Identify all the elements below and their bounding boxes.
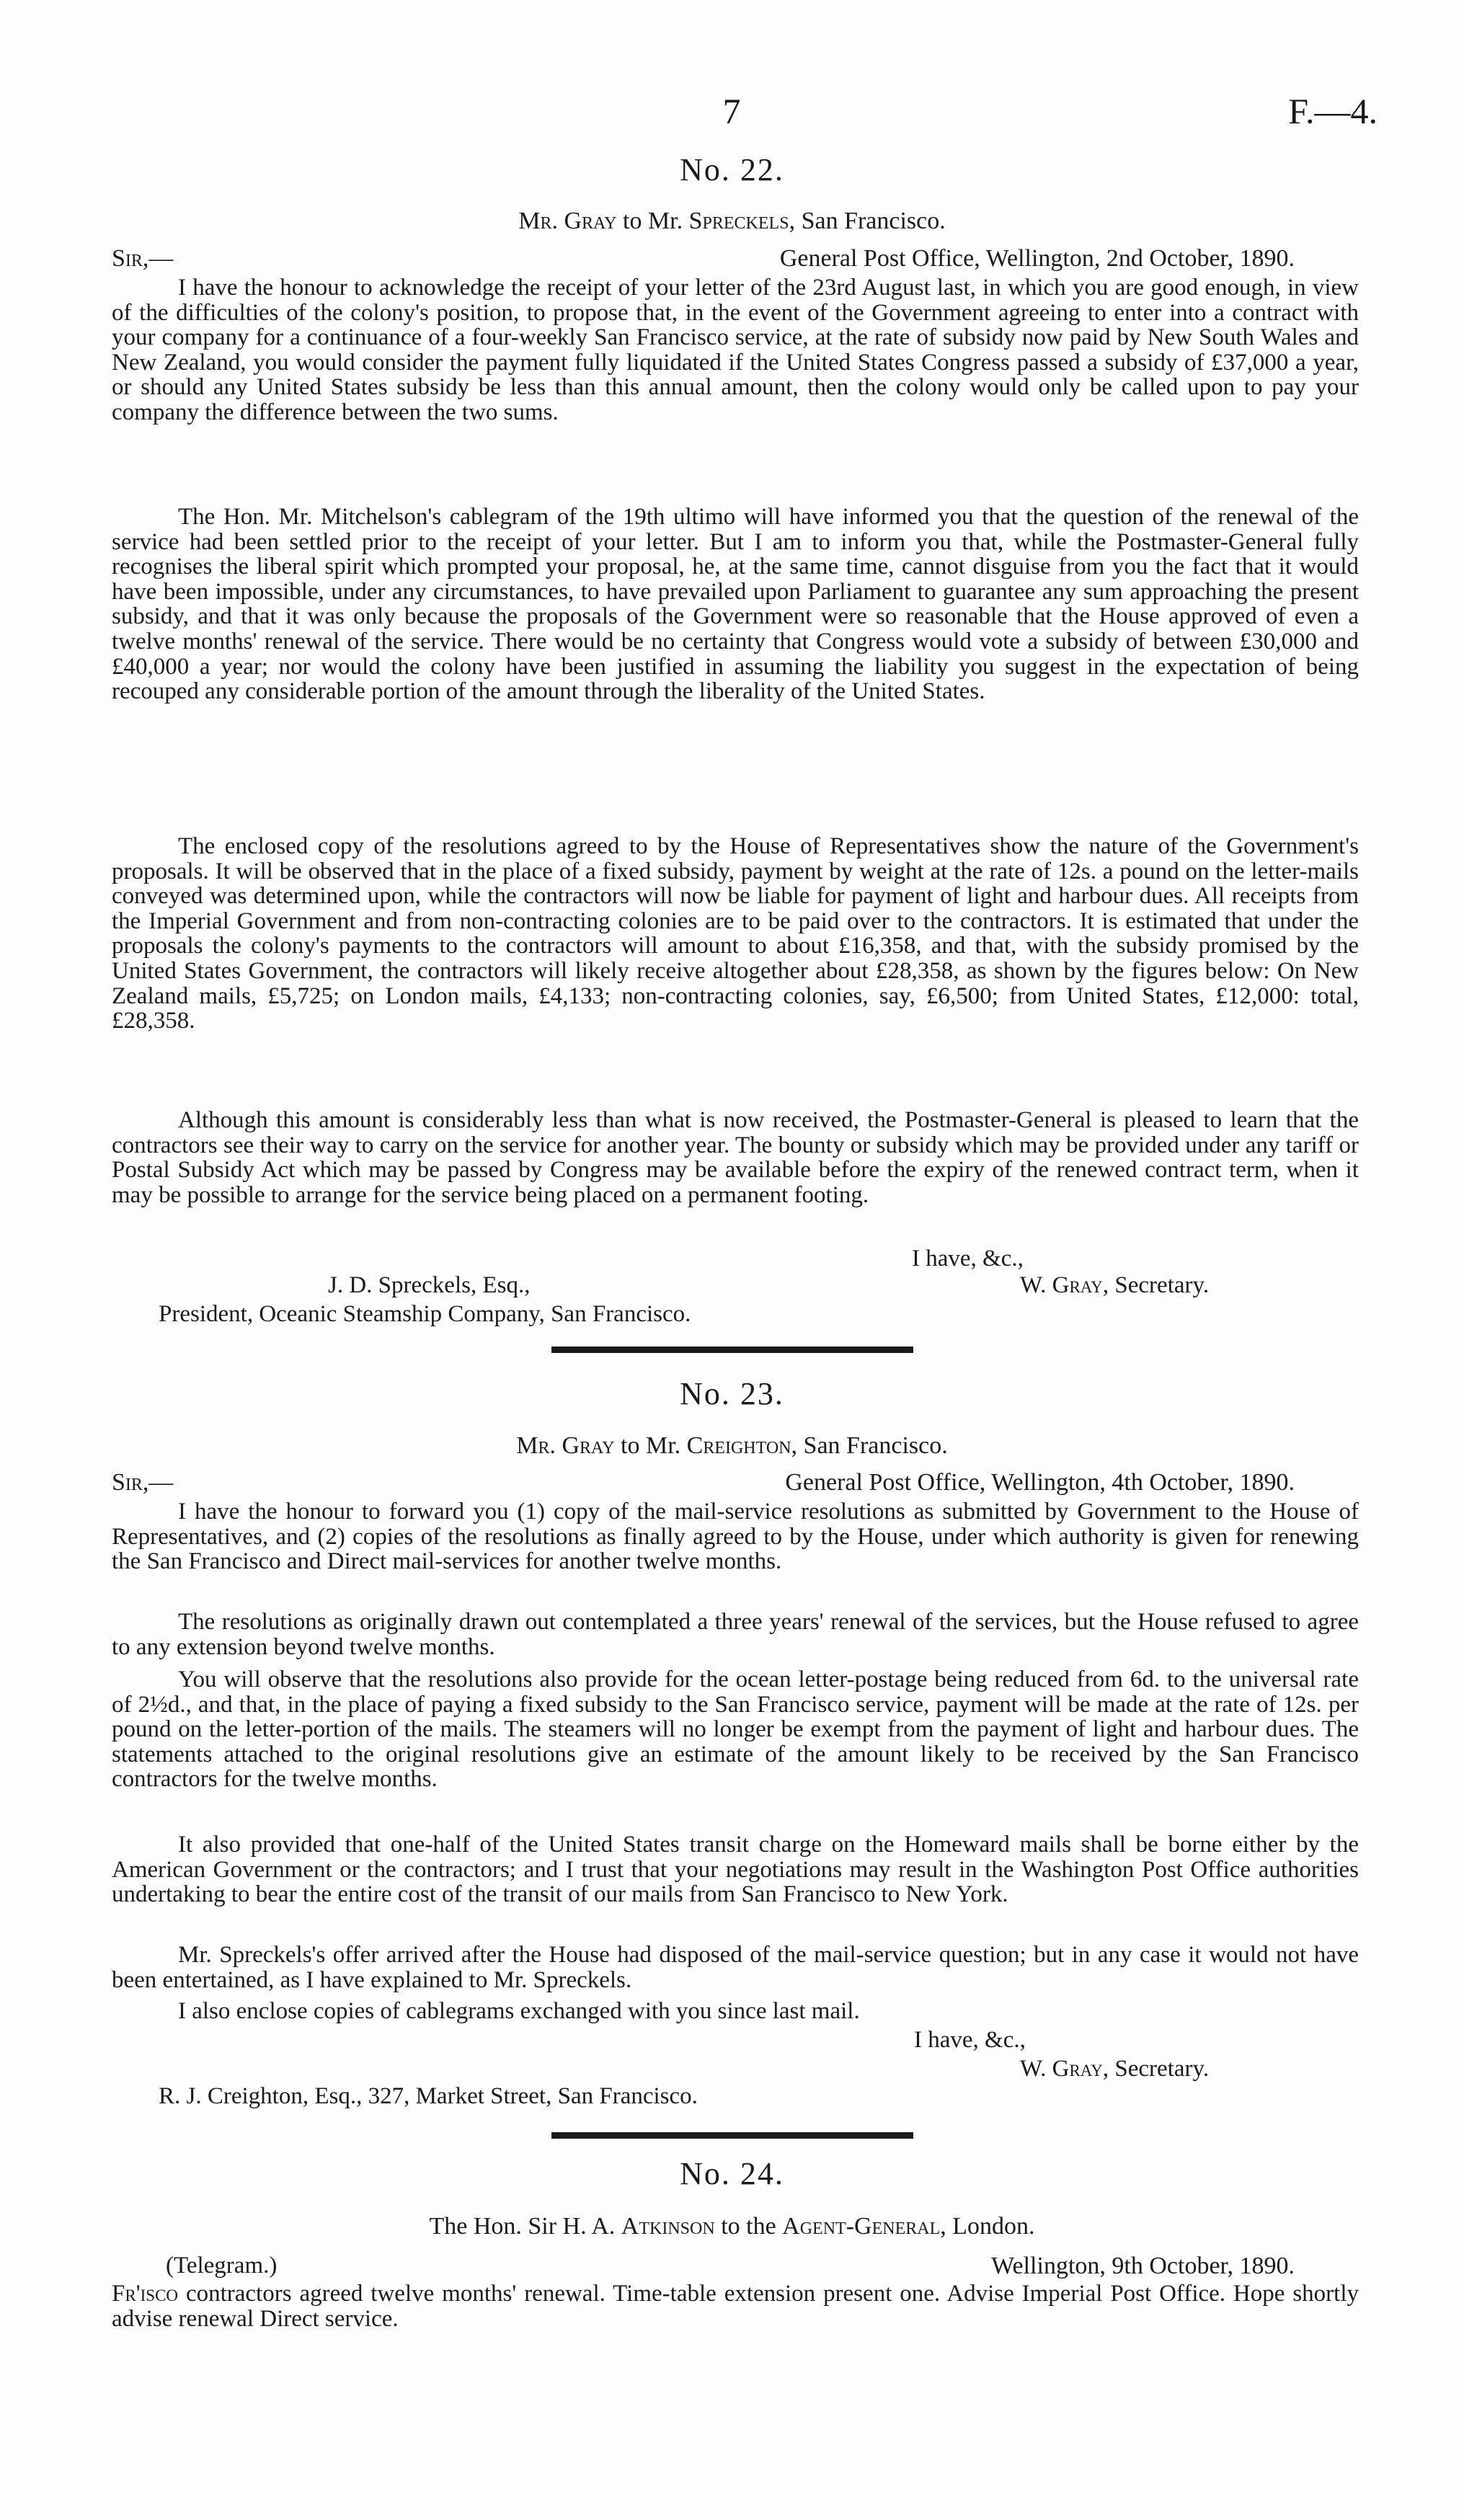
section-divider [551,1346,913,1353]
heading-to: to Mr. [614,1432,687,1459]
heading-prefix: The Hon. Sir H. A. [429,2213,621,2240]
signature-name: W. Gray [1020,1272,1103,1298]
letter-23-addressee: R. J. Creighton, Esq., 327, Market Street, San Francisco. [159,2083,698,2109]
letter-23-paragraph-4: It also provided that one-half of the United States transit charge on the Homeward mails shall be borne either by the American Government or the contractors; and I trust that your negotiations may result in the Washington Post Office authorities undertaking to bear the entire cost of the transit of our mails from San Francisco to New York. [112,1832,1359,1908]
heading-from: Mr. Gray [518,208,617,234]
section-divider [551,2132,913,2139]
letter-23-paragraph-5: Mr. Spreckels's offer arrived after the House had disposed of the mail-service question; but in any case it would not have been entertained, as I have explained to Mr. Spreckels. [112,1942,1359,1993]
letter-22-addressee: J. D. Spreckels, Esq., [328,1272,531,1298]
heading-place: , London. [940,2213,1035,2240]
heading-name: Creighton [686,1432,791,1459]
letter-22-closing: I have, &c., [912,1246,1024,1272]
signature-name: W. Gray [1020,2056,1103,2082]
signature-title: , Secretary. [1102,1272,1210,1298]
body-lead: Fr'isco [112,2281,179,2307]
letter-22-salutation: Sir,— [112,245,174,272]
page-number: 7 [722,91,741,131]
heading-place: , San Francisco. [791,1432,948,1459]
letter-24-place-date: Wellington, 9th October, 1890. [991,2253,1295,2279]
letter-22-paragraph-1: I have the honour to acknowledge the receipt of your letter of the 23rd August last, in which you are good enough, in view of the difficulties of the colony's position, to propose that, in the event of the Government agreeing to enter into a contract with your company for a continuance of a four-weekly San Francisco service, at the rate of subsidy now paid by New South Wales and New Zealand, you would consider the payment fully liquidated if the United States Congress passed a subsidy of £37,000 a year, or should any United States subsidy be less than this annual amount, then the colony would only be called upon to pay your company the difference between the two sums. [112,275,1359,425]
letter-23-signature [1020,2056,1209,2082]
letter-22-paragraph-2: The Hon. Mr. Mitchelson's cablegram of the 19th ultimo will have informed you that the question of the renewal of the service had been settled prior to the receipt of your letter. But I am to inform you that, while the Postmaster-General fully recognises the liberal spirit which prompted your proposal, he, at the same time, cannot disguise from you the fact that it would have been impossible, under any circumstances, to have prevailed upon Parliament to guarantee any sum approaching the present subsidy, and that it was only because the proposals of the Government were so reasonable that the House approved of even a twelve months' renewal of the service. There would be no certainty that Congress would vote a subsidy of between £30,000 and £40,000 a year; nor would the colony have been justified in assuming the liability you suggest in the expectation of being recouped any considerable portion of the amount through the liberality of the United States. [112,504,1359,705]
letter-22-signature [1020,1272,1209,1299]
letter-23-heading [0,1432,1464,1460]
signature-title: , Secretary. [1102,2056,1210,2082]
heading-to: to Mr. [616,208,689,234]
letter-22-heading [0,208,1464,235]
heading-place: , San Francisco. [789,208,946,234]
letter-23-place-date: General Post Office, Wellington, 4th October, 1890. [785,1469,1295,1496]
letter-23-paragraph-1: I have the honour to forward you (1) copy of the mail-service resolutions as submitted by Government to the House of Representatives, and (2) copies of the resolutions as finally agreed to by the House, under which authority is given for renewing the San Francisco and Direct mail-services for another twelve months. [112,1499,1359,1575]
letter-23-paragraph-3: You will observe that the resolutions also provide for the ocean letter-postage being reduced from 6d. to the universal rate of 2½d., and that, in the place of paying a fixed subsidy to the San Francisco service, payment will be made at the rate of 12s. per pound on the letter-portion of the mails. The steamers will no longer be exempt from the payment of light and harbour dues. The statements attached to the original resolutions give an estimate of the amount likely to be received by the San Francisco contractors for the twelve months. [112,1667,1359,1793]
letter-24-heading [0,2213,1464,2240]
letter-22-paragraph-4: Although this amount is considerably less than what is now received, the Postmaster-General is pleased to learn that the contractors see their way to carry on the service for another year. The bounty or subsidy which may be provided under any tariff or Postal Subsidy Act which may be passed by Congress may be available before the expiry of the renewed contract term, when it may be possible to arrange for the service being placed on a permanent footing. [112,1107,1359,1208]
letter-23-title: No. 23. [680,1376,784,1411]
letter-23-salutation: Sir,— [112,1469,174,1496]
heading-from: Mr. Gray [516,1432,615,1459]
letter-23-paragraph-6: I also enclose copies of cablegrams exchanged with you since last mail. [178,1998,860,2024]
heading-from: Atkinson [621,2213,715,2240]
letter-24-title: No. 24. [680,2156,784,2191]
letter-22-title: No. 22. [680,152,784,187]
heading-name: Agent-General [782,2213,941,2240]
heading-name: Spreckels [688,208,789,234]
heading-to: to the [714,2213,783,2240]
letter-22-place-date: General Post Office, Wellington, 2nd October, 1890. [779,245,1295,272]
letter-23-closing: I have, &c., [914,2027,1026,2053]
letter-24-type: (Telegram.) [166,2253,278,2279]
letter-24-body [112,2281,1359,2331]
letter-22-paragraph-3: The enclosed copy of the resolutions agreed to by the House of Representatives show the nature of the Government's proposals. It will be observed that in the place of a fixed subsidy, payment by weight at the rate of 12s. a pound on the letter-mails conveyed was determined upon, while the contractors will now be liable for payment of light and harbour dues. All receipts from the Imperial Government and from non-contracting colonies are to be paid over to the contractors. It is estimated that under the proposals the colony's payments to the contractors will amount to about £16,358, and that, with the subsidy promised by the United States Government, the contractors will likely receive altogether about £28,358, as shown by the figures below: On New Zealand mails, £5,725; on London mails, £4,133; non-contracting colonies, say, £6,500; from United States, £12,000: total, £28,358. [112,833,1359,1034]
document-reference: F.—4. [1288,91,1378,131]
letter-22-addressee-detail: President, Oceanic Steamship Company, San Francisco. [159,1301,691,1327]
body-text: contractors agreed twelve months' renewal. Time-table extension present one. Advise Imperial Post Office. Hope shortly advise renewal Direct service. [112,2281,1359,2332]
letter-23-paragraph-2: The resolutions as originally drawn out contemplated a three years' renewal of the services, but the House refused to agree to any extension beyond twelve months. [112,1609,1359,1660]
